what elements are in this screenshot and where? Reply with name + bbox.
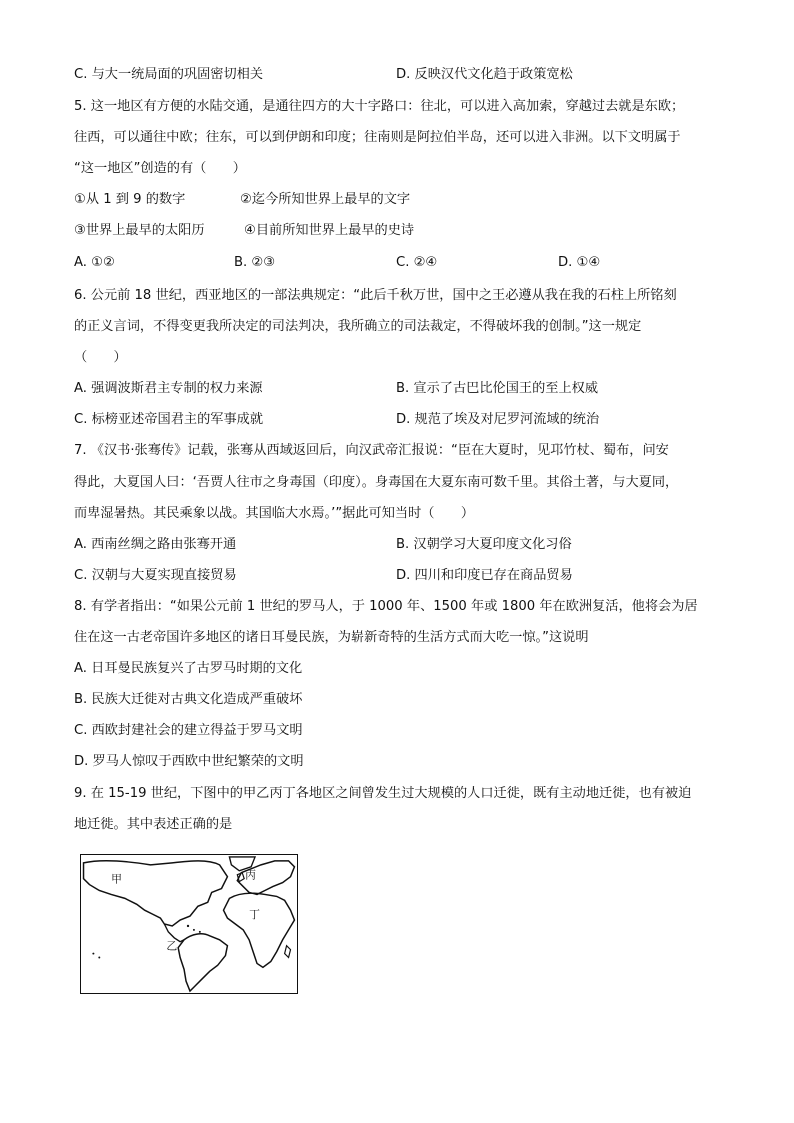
q9-stem-line-2: 地迁徙。其中表述正确的是 — [74, 817, 233, 832]
q5-item-3: ③世界上最早的太阳历 — [74, 223, 205, 238]
island-dot — [193, 929, 195, 931]
q6-stem-line-1: 6. 公元前 18 世纪，西亚地区的一部法典规定：“此后千秋万世，国中之王必遵从我在我的石柱上所铭刻 — [74, 288, 677, 303]
q6-option-d: D. 规范了埃及对尼罗河流域的统治 — [396, 412, 600, 427]
q6-stem-line-2: 的正义言词，不得变更我所决定的司法判决，我所确立的司法裁定，不得破坏我的创制。”这一规定 — [74, 319, 642, 334]
q5-item-1: ①从 1 到 9 的数字 — [74, 192, 186, 207]
q7-option-b: B. 汉朝学习大夏印度文化习俗 — [396, 537, 572, 552]
q4-option-d: D. 反映汉代文化趋于政策宽松 — [396, 67, 573, 82]
q6-option-b: B. 宣示了古巴比伦国王的至上权威 — [396, 381, 599, 396]
q8-option-b: B. 民族大迁徙对古典文化造成严重破坏 — [74, 692, 303, 707]
north-america-outline — [84, 861, 228, 926]
q8-stem-line-2: 住在这一古老帝国许多地区的诸日耳曼民族，为崭新奇特的生活方式而大吃一惊。”这说明 — [74, 630, 589, 645]
q8-stem-line-1: 8. 有学者指出：“如果公元前 1 世纪的罗马人，于 1000 年、1500 年或 1800 年在欧洲复活，他将会为居 — [74, 599, 698, 614]
q5-option-c: C. ②④ — [396, 255, 438, 270]
q6-option-c: C. 标榜亚述帝国君主的军事成就 — [74, 412, 264, 427]
island-dot — [187, 925, 189, 927]
q7-option-c: C. 汉朝与大夏实现直接贸易 — [74, 568, 237, 583]
q9-stem-line-1: 9. 在 15-19 世纪，下图中的甲乙丙丁各地区之间曾发生过大规模的人口迁徙，既有主动地迁徙，也有被迫 — [74, 786, 692, 801]
q7-stem-line-3: 而卑湿暑热。其民乘象以战。其国临大水焉。’”据此可知当时（ ） — [74, 506, 475, 521]
q5-stem-line-3: “这一地区”创造的有（ ） — [74, 161, 246, 176]
q5-option-b: B. ②③ — [234, 255, 276, 270]
q5-stem-line-1: 5. 这一地区有方便的水陆交通，是通往四方的大十字路口：往北，可以进入高加索，穿越过去就是东欧； — [74, 99, 685, 114]
q5-stem-line-2: 往西，可以通往中欧；往东，可以到伊朗和印度；往南则是阿拉伯半岛，还可以进入非洲。以下文明属于 — [74, 130, 681, 145]
map-label-bing: 丙 — [245, 868, 257, 882]
q6-stem-line-3: （ ） — [74, 350, 127, 365]
map-label-yi: 乙 — [166, 939, 178, 953]
q7-stem-line-2: 得此，大夏国人曰：‘吾贾人往市之身毒国（印度）。身毒国在大夏东南可数千里。其俗土著，与大夏同， — [74, 475, 679, 490]
q7-option-a: A. 西南丝绸之路由张骞开通 — [74, 537, 237, 552]
map-label-jia: 甲 — [111, 872, 122, 886]
q8-option-a: A. 日耳曼民族复兴了古罗马时期的文化 — [74, 661, 303, 676]
africa-outline — [224, 893, 295, 967]
q6-option-a: A. 强调波斯君主专制的权力来源 — [74, 381, 263, 396]
world-map-figure — [80, 854, 298, 994]
madagascar-outline — [285, 946, 291, 958]
south-america-outline — [178, 934, 227, 991]
island-dot — [98, 957, 100, 959]
island-dot — [92, 953, 94, 955]
q8-option-d: D. 罗马人惊叹于西欧中世纪繁荣的文明 — [74, 754, 304, 769]
q5-item-4: ④目前所知世界上最早的史诗 — [244, 223, 415, 238]
q8-option-c: C. 西欧封建社会的建立得益于罗马文明 — [74, 723, 303, 738]
map-label-ding: 丁 — [249, 908, 260, 922]
q5-option-d: D. ①④ — [558, 255, 601, 270]
island-dot — [199, 931, 201, 933]
q7-stem-line-1: 7. 《汉书·张骞传》记载，张骞从西域返回后，向汉武帝汇报说：“臣在大夏时，见邛竹杖、蜀布，问安 — [74, 443, 669, 458]
q5-option-a: A. ①② — [74, 255, 115, 270]
q5-item-2: ②迄今所知世界上最早的文字 — [240, 192, 411, 207]
q4-option-c: C. 与大一统局面的巩固密切相关 — [74, 67, 264, 82]
q7-option-d: D. 四川和印度已存在商品贸易 — [396, 568, 573, 583]
atlantic-map-svg — [81, 855, 297, 993]
